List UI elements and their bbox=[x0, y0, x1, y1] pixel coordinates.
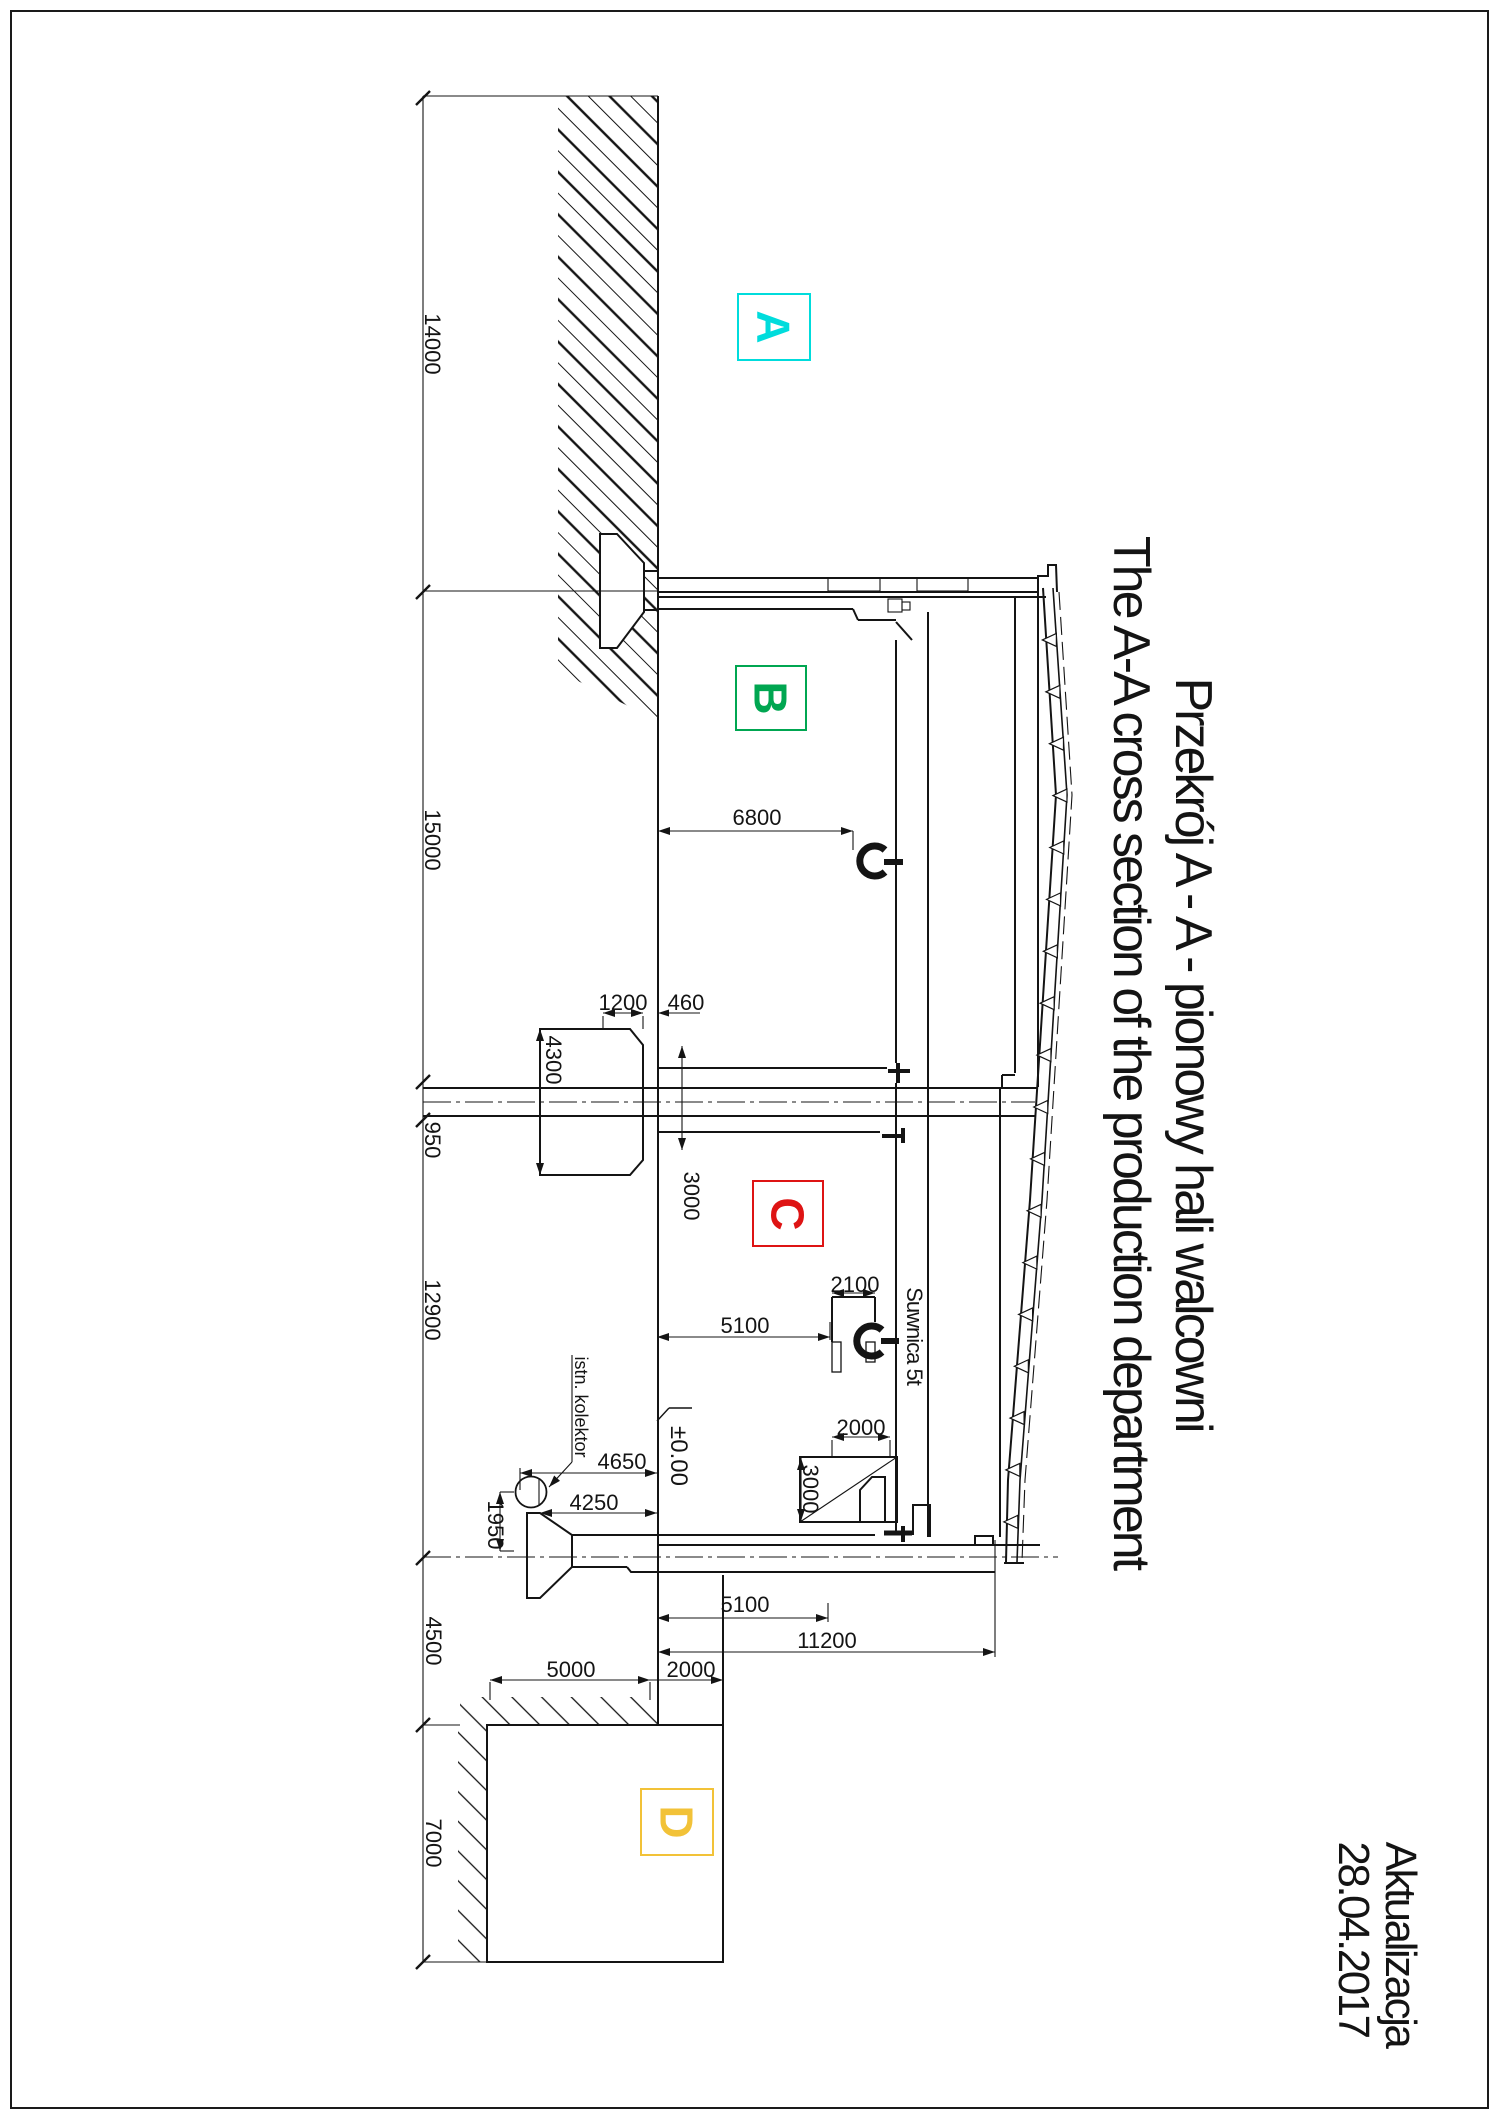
dim-7000: 7000 bbox=[421, 1818, 446, 1868]
zone-label-d bbox=[640, 1788, 714, 1856]
zone-letter-a: A bbox=[747, 310, 800, 344]
dim-3000-hall-c: 3000 bbox=[798, 1464, 823, 1514]
dim-14000: 14000 bbox=[420, 313, 445, 375]
drawing-title-en: The A-A cross section of the production department bbox=[1102, 535, 1160, 1569]
zone-label-c bbox=[752, 1180, 824, 1247]
dim-3000-column: 3000 bbox=[679, 1171, 704, 1221]
level-zero-mark bbox=[657, 1408, 692, 1421]
drawing-title-pl: Przekrój A - A - pionowy hali walcowni bbox=[1164, 677, 1222, 1431]
zone-letter-c: C bbox=[761, 1196, 814, 1231]
dim-4300: 4300 bbox=[541, 1035, 566, 1085]
level-zero-label: ±0.00 bbox=[665, 1426, 692, 1486]
crane-capacity-label: Suwnica 5t bbox=[902, 1287, 927, 1385]
dim-460: 460 bbox=[667, 990, 705, 1015]
dim-2000-zone-d: 2000 bbox=[666, 1657, 716, 1682]
structure-lines bbox=[420, 96, 1057, 1962]
roof-anchor-triangles bbox=[1004, 633, 1067, 1528]
dim-6800: 6800 bbox=[732, 805, 782, 830]
dim-1200: 1200 bbox=[598, 990, 648, 1015]
dim-5100-lower: 5100 bbox=[720, 1592, 770, 1617]
dim-12900: 12900 bbox=[420, 1279, 445, 1341]
dimension-lines bbox=[416, 91, 995, 1969]
dim-1950: 1950 bbox=[483, 1500, 508, 1550]
dim-4650: 4650 bbox=[597, 1449, 647, 1474]
collector-symbol bbox=[516, 1355, 573, 1508]
zone-label-b bbox=[735, 665, 807, 731]
dim-15000: 15000 bbox=[420, 809, 445, 871]
collector-label: istn. kolektor bbox=[571, 1356, 591, 1458]
revision-label: Aktualizacja bbox=[1376, 1841, 1425, 2047]
dim-4250: 4250 bbox=[569, 1490, 619, 1515]
dim-2000-hall-c: 2000 bbox=[836, 1415, 886, 1440]
revision-date: 28.04.2017 bbox=[1329, 1841, 1378, 2037]
dim-5000: 5000 bbox=[546, 1657, 596, 1682]
dim-950: 950 bbox=[420, 1121, 445, 1159]
dim-2100: 2100 bbox=[830, 1272, 880, 1297]
zone-letter-d: D bbox=[650, 1805, 703, 1839]
dim-11200: 11200 bbox=[797, 1628, 857, 1653]
dim-4500: 4500 bbox=[421, 1616, 446, 1666]
centerlines bbox=[420, 591, 1058, 1557]
zone-letter-b: B bbox=[744, 681, 797, 715]
dim-5100-upper: 5100 bbox=[720, 1313, 770, 1338]
zone-label-a bbox=[737, 293, 811, 361]
